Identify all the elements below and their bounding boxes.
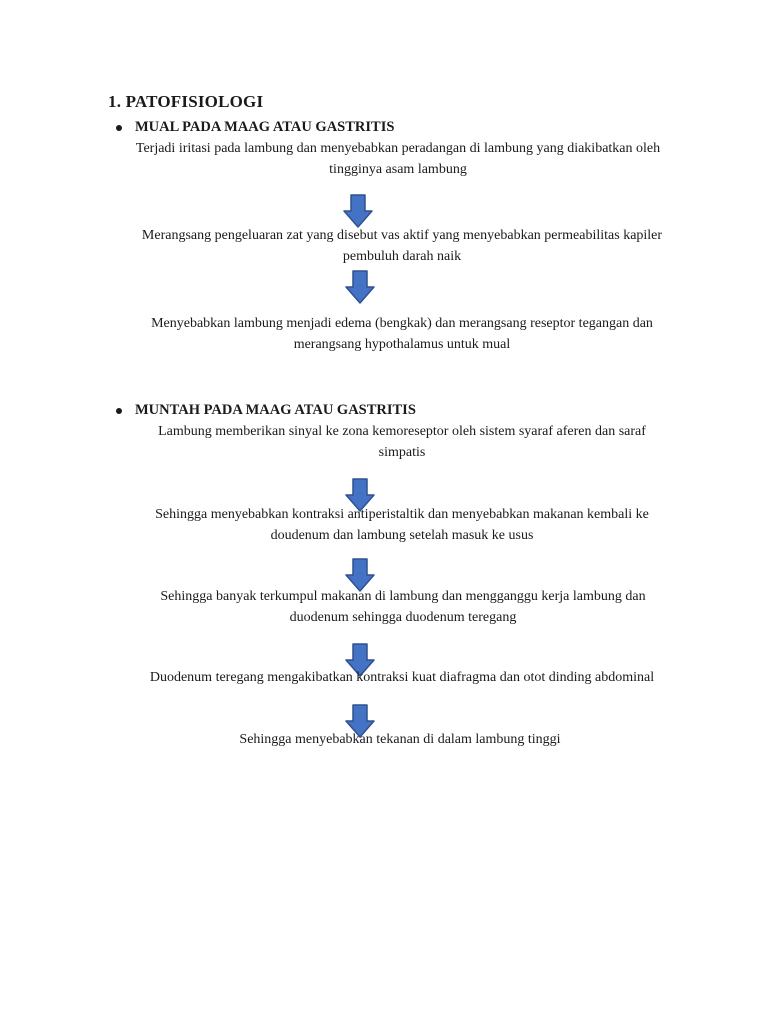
bullet-icon	[116, 125, 122, 131]
bullet-icon	[116, 408, 122, 414]
flow-step: Merangsang pengeluaran zat yang disebut vas aktif yang menyebabkan permeabilitas kapiler pembuluh darah naik	[141, 228, 663, 264]
flow-step: Duodenum teregang mengakibatkan kontraksi kuat diafragma dan otot dinding abdominal	[149, 670, 655, 685]
down-arrow-icon	[345, 270, 375, 304]
flow-step: Sehingga banyak terkumpul makanan di lambung dan mengganggu kerja lambung dan duodenum sehingga duodenum teregang	[160, 589, 646, 625]
flow-step: Sehingga menyebabkan tekanan di dalam lambung tinggi	[239, 732, 561, 747]
page-title: 1. PATOFISIOLOGI	[108, 92, 264, 111]
flow-step: Terjadi iritasi pada lambung dan menyebabkan peradangan di lambung yang diakibatkan oleh tingginya asam lambung	[135, 141, 661, 177]
down-arrow-icon	[343, 194, 373, 228]
flow-step: Menyebabkan lambung menjadi edema (bengkak) dan merangsang reseptor tegangan dan merangsang hypothalamus untuk mual	[151, 316, 653, 352]
flow-step: Lambung memberikan sinyal ke zona kemoreseptor oleh sistem syaraf aferen dan saraf simpatis	[158, 424, 646, 460]
flow-step: Sehingga menyebabkan kontraksi antiperistaltik dan menyebabkan makanan kembali ke doudenum dan lambung setelah masuk ke usus	[155, 507, 649, 543]
section-title-label: MUNTAH PADA MAAG ATAU GASTRITIS	[135, 402, 416, 418]
section-title-label: MUAL PADA MAAG ATAU GASTRITIS	[135, 119, 395, 135]
